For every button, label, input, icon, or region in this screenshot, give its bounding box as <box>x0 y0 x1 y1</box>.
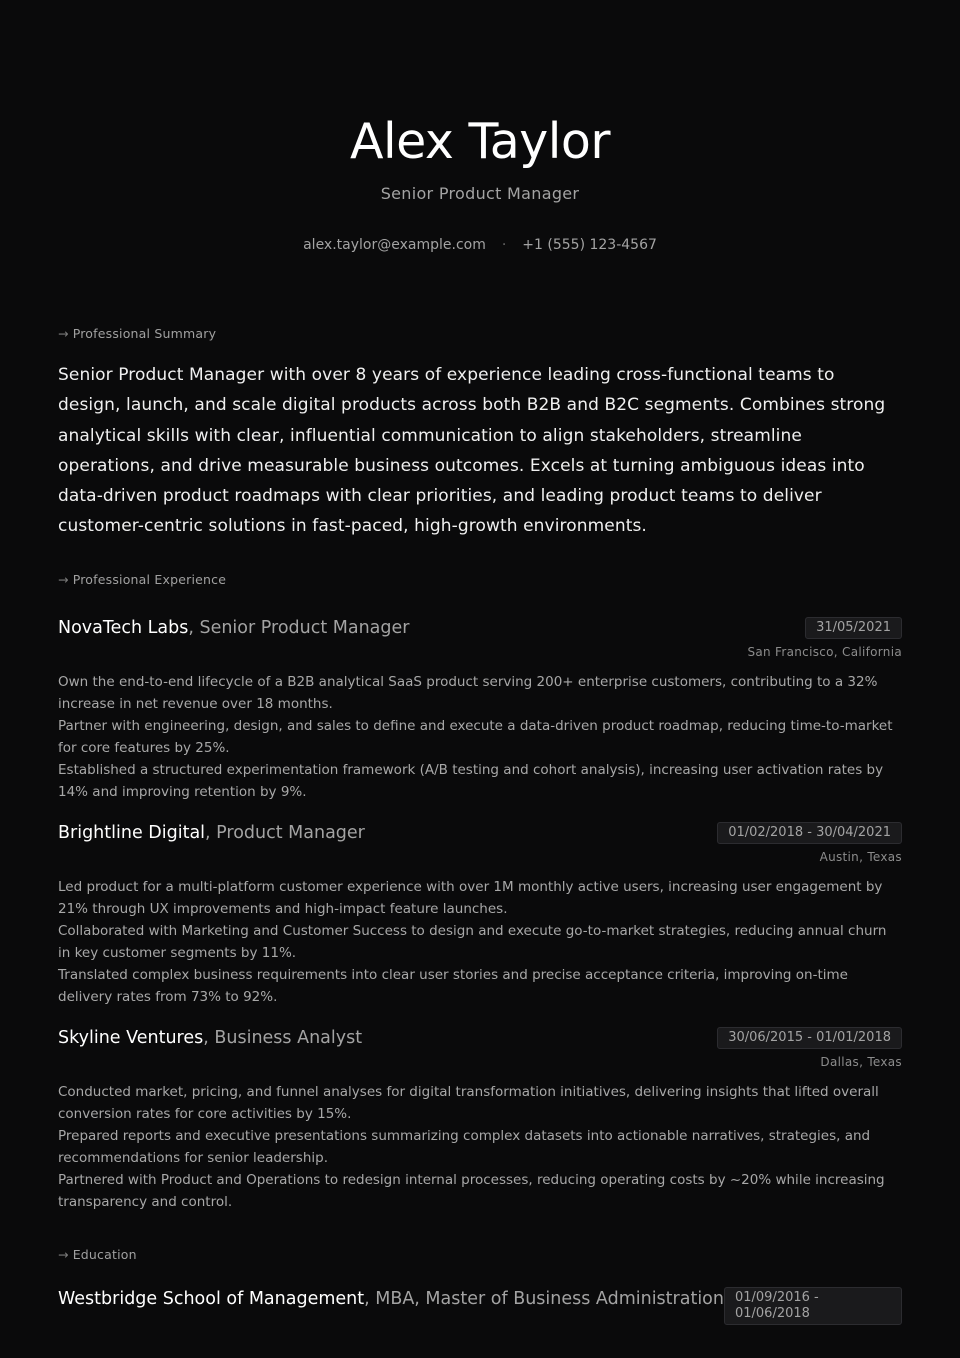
contact-info <box>58 236 902 254</box>
experience-entry <box>58 616 902 803</box>
achievement-item: Prepared reports and executive presentations summarizing complex datasets into actionable narratives, strategies, and recommendations for senior leadership. <box>58 1127 871 1166</box>
job-location: Austin, Texas <box>819 849 902 864</box>
date-badge: 01/02/2018 - 30/04/2021 <box>717 822 902 844</box>
experience-entry <box>58 821 902 1008</box>
date-badge: 31/05/2021 <box>805 617 902 639</box>
email-link[interactable]: alex.taylor@example.com <box>303 237 486 253</box>
experience-label-text: Professional Experience <box>72 571 227 587</box>
achievement-item: Collaborated with Marketing and Customer Success to design and execute go-to-market strategies, reducing annual churn in key customer segments by 11%. <box>58 922 887 961</box>
job-location: Dallas, Texas <box>820 1054 902 1069</box>
company-name: NovaTech Labs <box>58 617 189 638</box>
date-badge: 30/06/2015 - 01/01/2018 <box>717 1027 902 1049</box>
company-name: Skyline Ventures <box>58 1027 204 1048</box>
achievement-item: Established a structured experimentation framework (A/B testing and cohort analysis), increasing user activation rates by 14% and improving retention by 9%. <box>58 761 884 800</box>
position-title: , Product Manager <box>205 822 365 843</box>
job-title <box>58 616 409 640</box>
achievement-item: Partnered with Product and Operations to redesign internal processes, reducing operating costs by ~20% while increasing transparency and control. <box>58 1171 885 1210</box>
phone-link[interactable]: +1 (555) 123-4567 <box>522 237 657 253</box>
achievement-item: Led product for a multi-platform customer experience with over 1M monthly active users, increasing user engagement by 21% through UX improvements and high-impact feature launches. <box>58 878 883 917</box>
achievement-item: Partner with engineering, design, and sales to define and execute a data-driven product roadmap, reducing time-to-market for core features by 25%. <box>58 717 893 756</box>
candidate-role: Senior Product Manager <box>380 184 580 203</box>
job-achievements <box>58 876 902 1008</box>
arrow-icon: → <box>58 571 69 587</box>
arrow-icon: → <box>58 1246 69 1262</box>
achievement-item: Conducted market, pricing, and funnel analyses for digital transformation initiatives, delivering insights that lifted overall conversion rates for core activities by 15%. <box>58 1083 879 1122</box>
company-name: Brightline Digital <box>58 822 206 843</box>
education-entry <box>58 1287 902 1325</box>
school-name: Westbridge School of Management <box>58 1288 365 1309</box>
position-title: , Business Analyst <box>203 1027 363 1048</box>
education-label-text: Education <box>72 1246 137 1262</box>
summary-label-text: Professional Summary <box>72 326 217 341</box>
professional-summary: Senior Product Manager with over 8 years of experience leading cross-functional teams to design, launch, and scale digital products across both B2B and B2C segments. Combines strong analytical skills with clear, influential communication to align stakeholders, streamline operations, and drive measurable business outcomes. Excels at turning ambiguous ideas into data-driven product roadmaps with clear priorities, and leading product teams to deliver customer-centric solutions in fast-paced, high-growth environments. <box>58 365 886 537</box>
education-title <box>58 1287 724 1311</box>
arrow-icon: → <box>58 326 69 341</box>
contact-separator: · <box>501 237 507 253</box>
position-title: , Senior Product Manager <box>188 617 410 638</box>
education-section-label <box>58 1247 902 1263</box>
job-location: San Francisco, California <box>747 644 902 659</box>
achievement-item: Translated complex business requirements into clear user stories and precise acceptance criteria, improving on-time delivery rates from 73% to 92%. <box>58 966 848 1005</box>
experience-entry <box>58 1026 902 1213</box>
summary-section-label <box>58 326 902 342</box>
resume-header <box>58 0 902 254</box>
date-badge: 01/09/2016 - 01/06/2018 <box>724 1287 902 1325</box>
job-achievements <box>58 671 902 803</box>
job-achievements <box>58 1081 902 1213</box>
job-title <box>58 821 365 845</box>
job-title <box>58 1026 362 1050</box>
experience-section-label <box>58 572 902 588</box>
candidate-name: Alex Taylor <box>349 113 611 170</box>
degree-name: , MBA, Master of Business Administration <box>364 1288 724 1309</box>
achievement-item: Own the end-to-end lifecycle of a B2B analytical SaaS product serving 200+ enterprise customers, contributing to a 32% increase in net revenue over 18 months. <box>58 673 878 712</box>
